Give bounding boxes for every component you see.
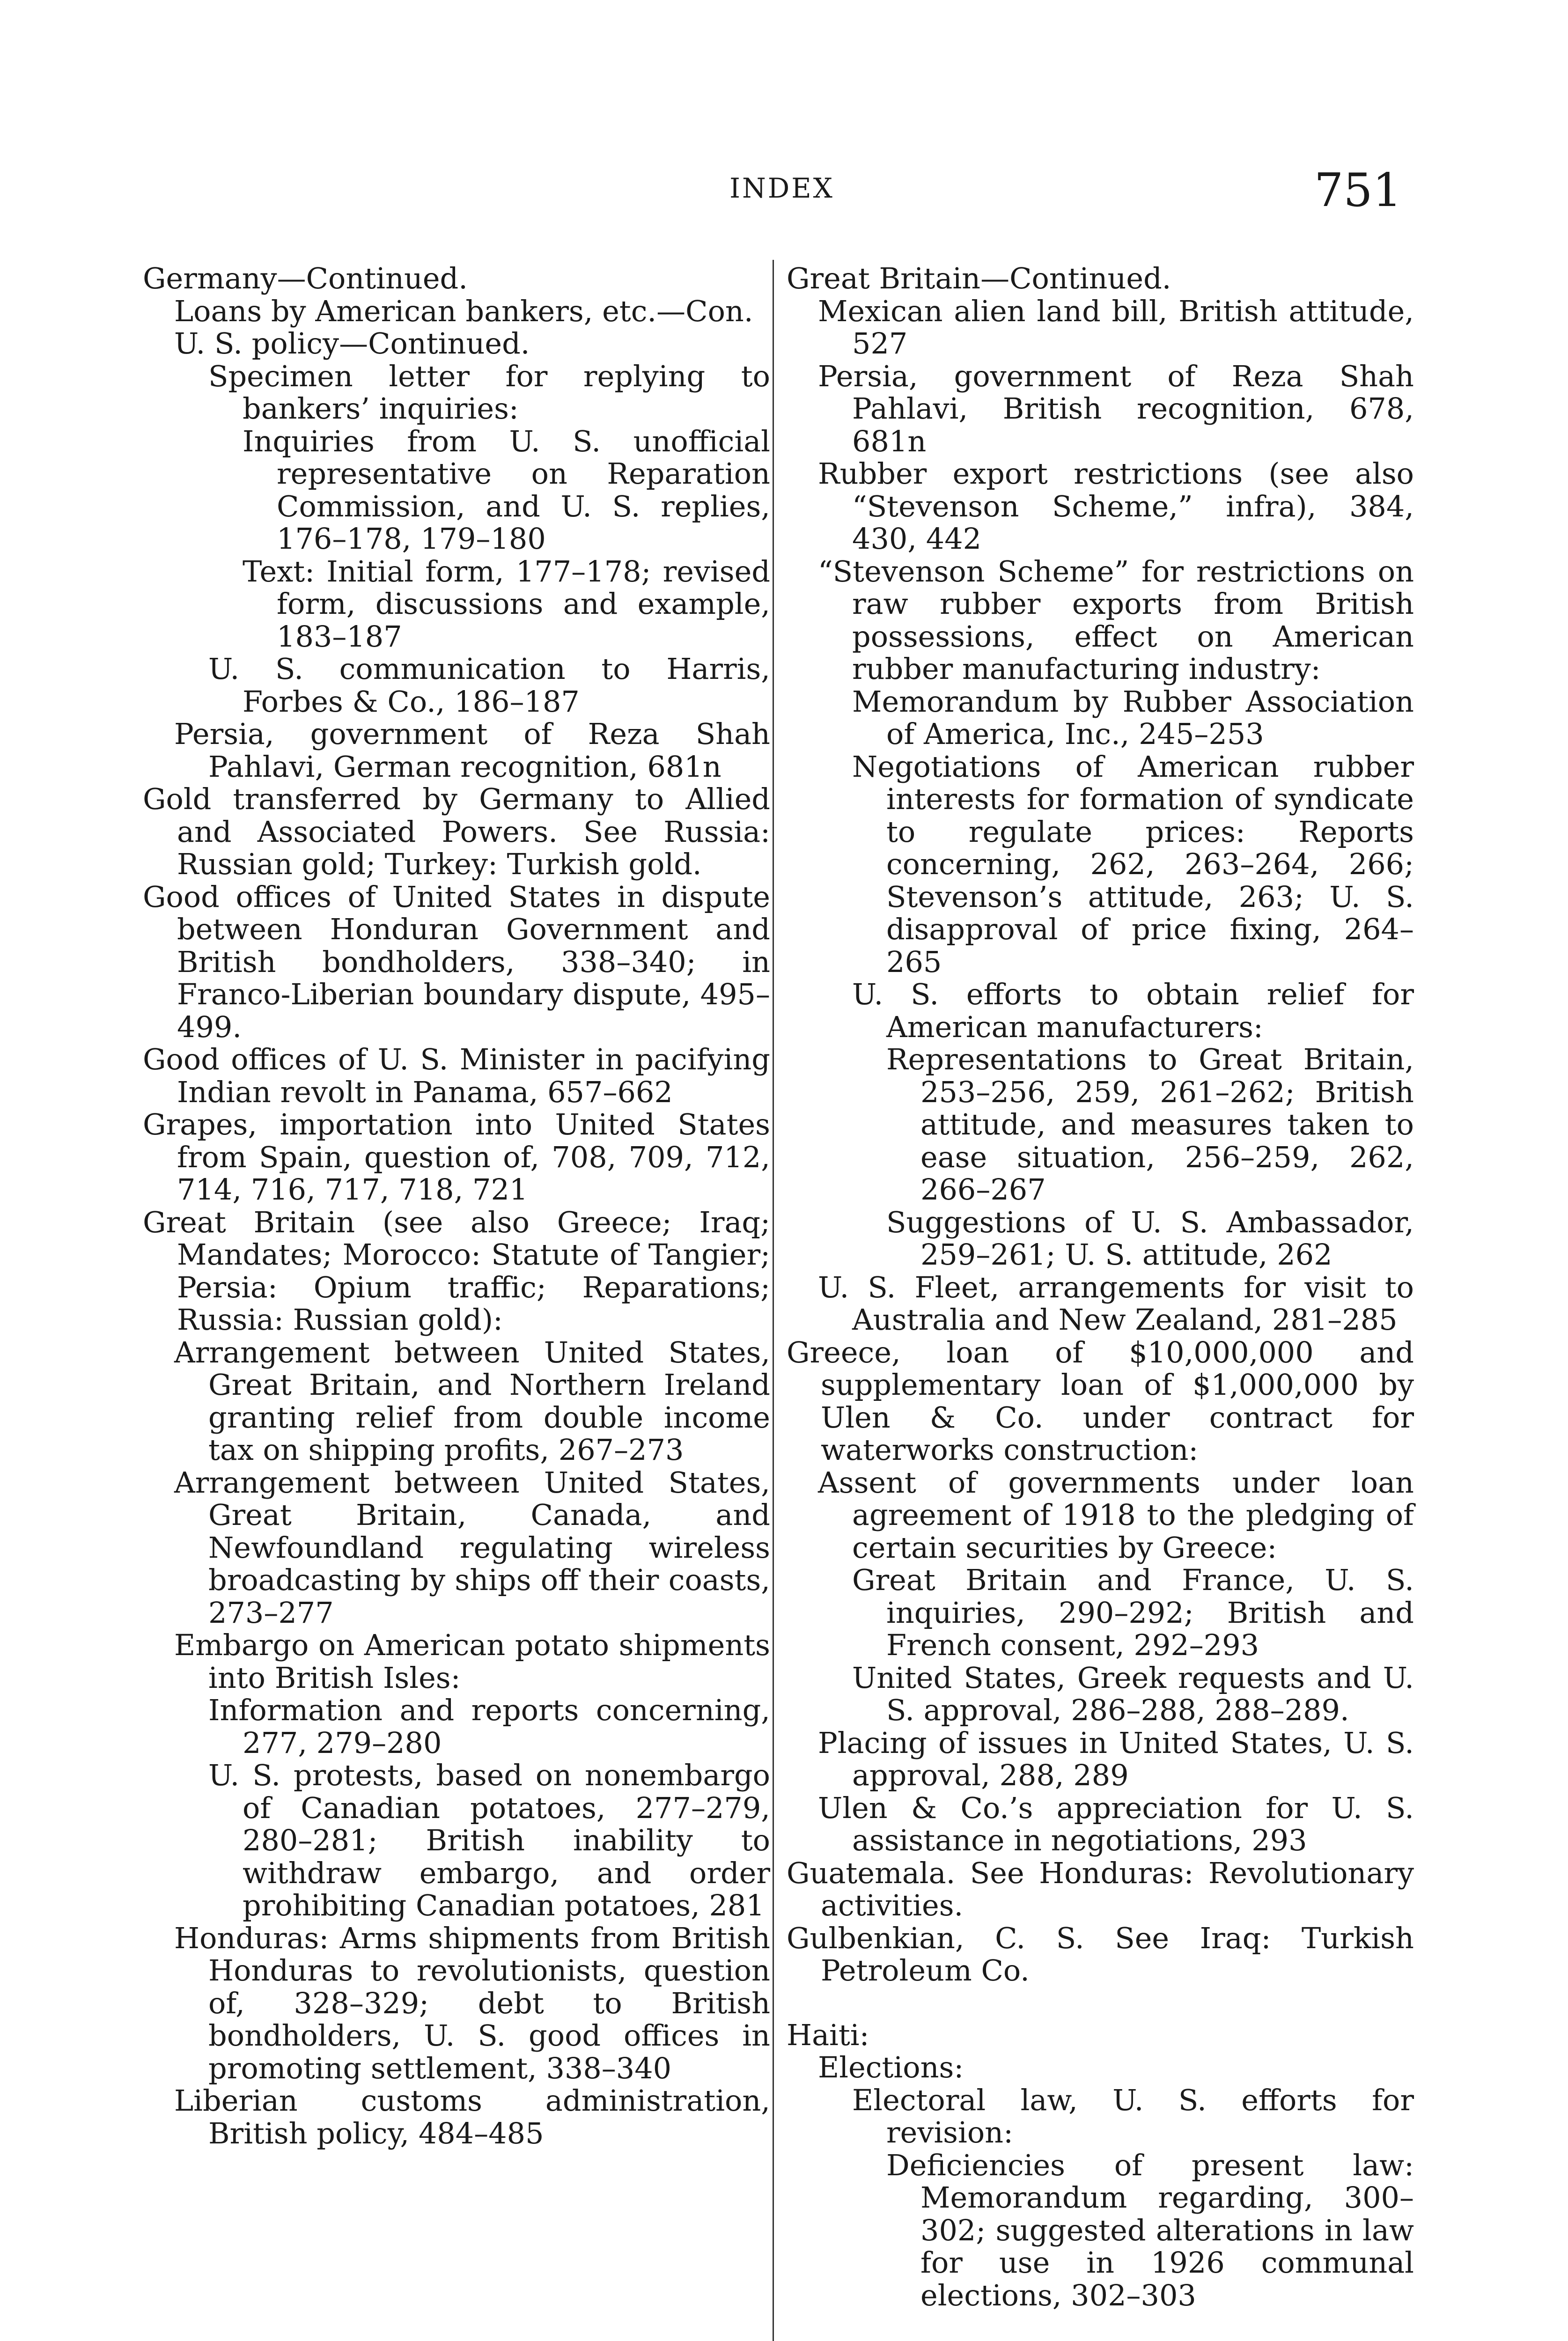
index-entry: Representations to Great Britain, 253–256, 259, 261–262; British attitude, and measures taken to ease situation, 256–259, 262, 266–267 bbox=[886, 1042, 1414, 1207]
index-column-left bbox=[143, 262, 770, 2150]
index-entry: Germany—Continued. bbox=[143, 261, 468, 295]
index-entry: Memorandum by Rubber Association of America, Inc., 245–253 bbox=[852, 684, 1414, 751]
index-entry: Mexican alien land bill, British attitude, 527 bbox=[818, 294, 1414, 361]
index-entry: Information and reports concerning, 277, 279–280 bbox=[208, 1693, 770, 1760]
index-entry: Great Britain—Continued. bbox=[787, 261, 1171, 295]
index-entry: Liberian customs administration, British policy, 484–485 bbox=[174, 2083, 770, 2150]
index-entry: Gulbenkian, C. S. See Iraq: Turkish Petroleum Co. bbox=[787, 1921, 1414, 1988]
index-entry: Honduras: Arms shipments from British Honduras to revolutionists, question of, 328–329; debt to British bondholders, U. S. good offices in promoting settlement, 338–340 bbox=[174, 1921, 770, 2085]
index-column-right bbox=[787, 262, 1414, 2312]
column-divider bbox=[773, 260, 774, 2341]
index-entry: Greece, loan of $10,000,000 and supplementary loan of $1,000,000 by Ulen & Co. under contract for waterworks construction: bbox=[787, 1335, 1414, 1467]
index-entry: Loans by American bankers, etc.—Con. bbox=[174, 294, 753, 328]
index-entry: Rubber export restrictions (see also “Stevenson Scheme,” infra), 384, 430, 442 bbox=[818, 456, 1414, 556]
index-entry: Persia, government of Reza Shah Pahlavi, German recognition, 681n bbox=[174, 717, 770, 784]
index-entry: Placing of issues in United States, U. S. approval, 288, 289 bbox=[818, 1725, 1414, 1792]
index-entry: Arrangement between United States, Great Britain, and Northern Ireland granting relief from double income tax on shipping profits, 267–273 bbox=[174, 1335, 770, 1467]
index-entry: Elections: bbox=[818, 2050, 964, 2084]
index-entry: Great Britain (see also Greece; Iraq; Mandates; Morocco: Statute of Tangier; Persia: Opium traffic; Reparations; Russia: Russian gold): bbox=[143, 1205, 770, 1337]
index-entry: Specimen letter for replying to bankers’ inquiries: bbox=[208, 359, 770, 426]
index-entry: Guatemala. See Honduras: Revolutionary activities. bbox=[787, 1855, 1414, 1922]
index-entry: “Stevenson Scheme” for restrictions on raw rubber exports from British possessions, effect on American rubber manufacturing industry: bbox=[818, 554, 1414, 686]
index-entry: Haiti: bbox=[787, 2017, 869, 2052]
index-entry: Suggestions of U. S. Ambassador, 259–261; U. S. attitude, 262 bbox=[886, 1205, 1414, 1272]
index-entry: U. S. policy—Continued. bbox=[174, 326, 530, 361]
index-entry: U. S. Fleet, arrangements for visit to Australia and New Zealand, 281–285 bbox=[818, 1270, 1414, 1337]
index-entry: Ulen & Co.’s appreciation for U. S. assistance in negotiations, 293 bbox=[818, 1790, 1414, 1857]
index-entry: Arrangement between United States, Great Britain, Canada, and Newfoundland regulating wireless broadcasting by ships off their coasts, 273–277 bbox=[174, 1465, 770, 1630]
page-header-title: INDEX bbox=[729, 172, 834, 204]
index-entry: Text: Initial form, 177–178; revised form, discussions and example, 183–187 bbox=[243, 554, 770, 654]
index-entry: Grapes, importation into United States from Spain, question of, 708, 709, 712, 714, 716, 717, 718, 721 bbox=[143, 1107, 770, 1207]
index-entry: Good offices of U. S. Minister in pacifying Indian revolt in Panama, 657–662 bbox=[143, 1042, 770, 1109]
index-entry: Embargo on American potato shipments into British Isles: bbox=[174, 1628, 770, 1695]
page-number: 751 bbox=[1314, 164, 1402, 217]
index-entry: U. S. communication to Harris, Forbes & Co., 186–187 bbox=[208, 652, 770, 719]
index-entry: Great Britain and France, U. S. inquiries, 290–292; British and French consent, 292–293 bbox=[852, 1563, 1414, 1662]
index-entry: Inquiries from U. S. unofficial representative on Reparation Commission, and U. S. replies, 176–178, 179–180 bbox=[243, 424, 770, 556]
index-entry: U. S. protests, based on nonembargo of Canadian potatoes, 277–279, 280–281; British inability to withdraw embargo, and order prohibiting Canadian potatoes, 281 bbox=[208, 1758, 770, 1922]
index-entry: Negotiations of American rubber interests for formation of syndicate to regulate prices: Reports concerning, 262, 263–264, 266; Stevenson’s attitude, 263; U. S. disapproval of price fixing, 264–265 bbox=[852, 749, 1414, 979]
index-entry: United States, Greek requests and U. S. approval, 286–288, 288–289. bbox=[852, 1660, 1414, 1727]
index-entry: U. S. efforts to obtain relief for American manufacturers: bbox=[852, 977, 1414, 1044]
index-entry: Deficiencies of present law: Memorandum regarding, 300–302; suggested alterations in law for use in 1926 communal elections, 302–303 bbox=[886, 2148, 1414, 2312]
index-entry: Good offices of United States in dispute between Honduran Government and British bondholders, 338–340; in Franco-Liberian boundary dispute, 495–499. bbox=[143, 879, 770, 1044]
index-entry: Persia, government of Reza Shah Pahlavi, British recognition, 678, 681n bbox=[818, 359, 1414, 458]
index-entry: Electoral law, U. S. efforts for revision: bbox=[852, 2083, 1414, 2150]
index-entry: Gold transferred by Germany to Allied and Associated Powers. See Russia: Russian gold; Turkey: Turkish gold. bbox=[143, 782, 770, 881]
index-entry: Assent of governments under loan agreement of 1918 to the pledging of certain securities by Greece: bbox=[818, 1465, 1414, 1565]
